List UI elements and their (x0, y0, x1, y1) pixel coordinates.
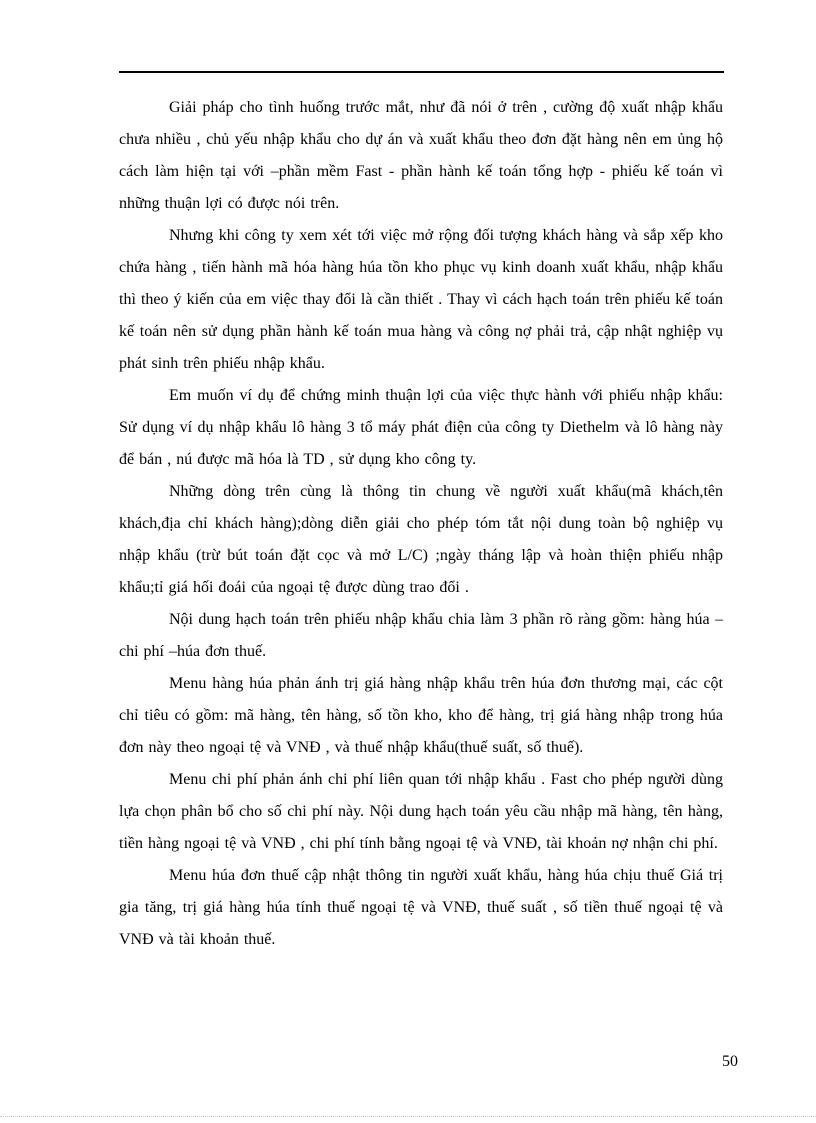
paragraph-6: Menu hàng húa phản ánh trị giá hàng nhập khẩu trên húa đơn thương mại, các cột chỉ tiêu có gồm: mã hàng, tên hàng, số tồn kho, kho để hàng, trị giá hàng nhập trong húa đơn này theo ngoại tệ và VNĐ , và thuế nhập khẩu(thuế suất, số thuế). (119, 675, 723, 756)
paragraph-1: Giải pháp cho tình huống trước mắt, như đã nói ở trên , cường độ xuất nhập khẩu chưa nhiều , chủ yếu nhập khẩu cho dự án và xuất khẩu theo đơn đặt hàng nên em ủng hộ cách làm hiện tại với –phần mềm Fast - phần hành kế toán tổng hợp - phiếu kế toán vì những thuận lợi có được nói trên. (119, 99, 723, 212)
header-rule (119, 71, 724, 73)
paragraph-7: Menu chi phí phản ánh chi phí liên quan tới nhập khẩu . Fast cho phép người dùng lựa chọn phân bổ cho số chi phí này. Nội dung hạch toán yêu cầu nhập mã hàng, tên hàng, tiền hàng ngoại tệ và VNĐ , chi phí tính bằng ngoại tệ và VNĐ, tài khoản nợ nhận chi phí. (119, 771, 723, 852)
paragraph-2: Nhưng khi công ty xem xét tới việc mở rộng đối tượng khách hàng và sắp xếp kho chứa hàng , tiến hành mã hóa hàng húa tồn kho phục vụ kinh doanh xuất khẩu, nhập khẩu thì theo ý kiến của em việc thay đổi là cần thiết . Thay vì cách hạch toán trên phiếu kế toán kế toán nên sử dụng phần hành kế toán mua hàng và công nợ phải trả, cập nhật nghiệp vụ phát sinh trên phiếu nhập khẩu. (119, 227, 723, 372)
paragraph-3: Em muốn ví dụ để chứng minh thuận lợi của việc thực hành với phiếu nhập khẩu: Sử dụng ví dụ nhập khẩu lô hàng 3 tổ máy phát điện của công ty Diethelm và lô hàng này để bán , nú được mã hóa là TD , sử dụng kho công ty. (119, 387, 723, 468)
page-number: 50 (722, 1053, 738, 1070)
paragraph-5: Nội dung hạch toán trên phiếu nhập khẩu chia làm 3 phần rõ ràng gồm: hàng húa –chi phí –húa đơn thuế. (119, 611, 723, 660)
paragraph-8: Menu húa đơn thuế cập nhật thông tin người xuất khẩu, hàng húa chịu thuế Giá trị gia tăng, trị giá hàng húa tính thuế ngoại tệ và VNĐ, thuế suất , số tiền thuế ngoại tệ và VNĐ và tài khoản thuế. (119, 867, 723, 948)
page-bottom-border (0, 1116, 816, 1117)
document-body (119, 92, 723, 956)
paragraph-4: Những dòng trên cùng là thông tin chung về người xuất khẩu(mã khách,tên khách,địa chỉ khách hàng);dòng diễn giải cho phép tóm tắt nội dung toàn bộ nghiệp vụ nhập khẩu (trừ bút toán đặt cọc và mở L/C) ;ngày tháng lập và hoàn thiện phiếu nhập khẩu;tỉ giá hối đoái của ngoại tệ được dùng trao đổi . (119, 483, 723, 596)
